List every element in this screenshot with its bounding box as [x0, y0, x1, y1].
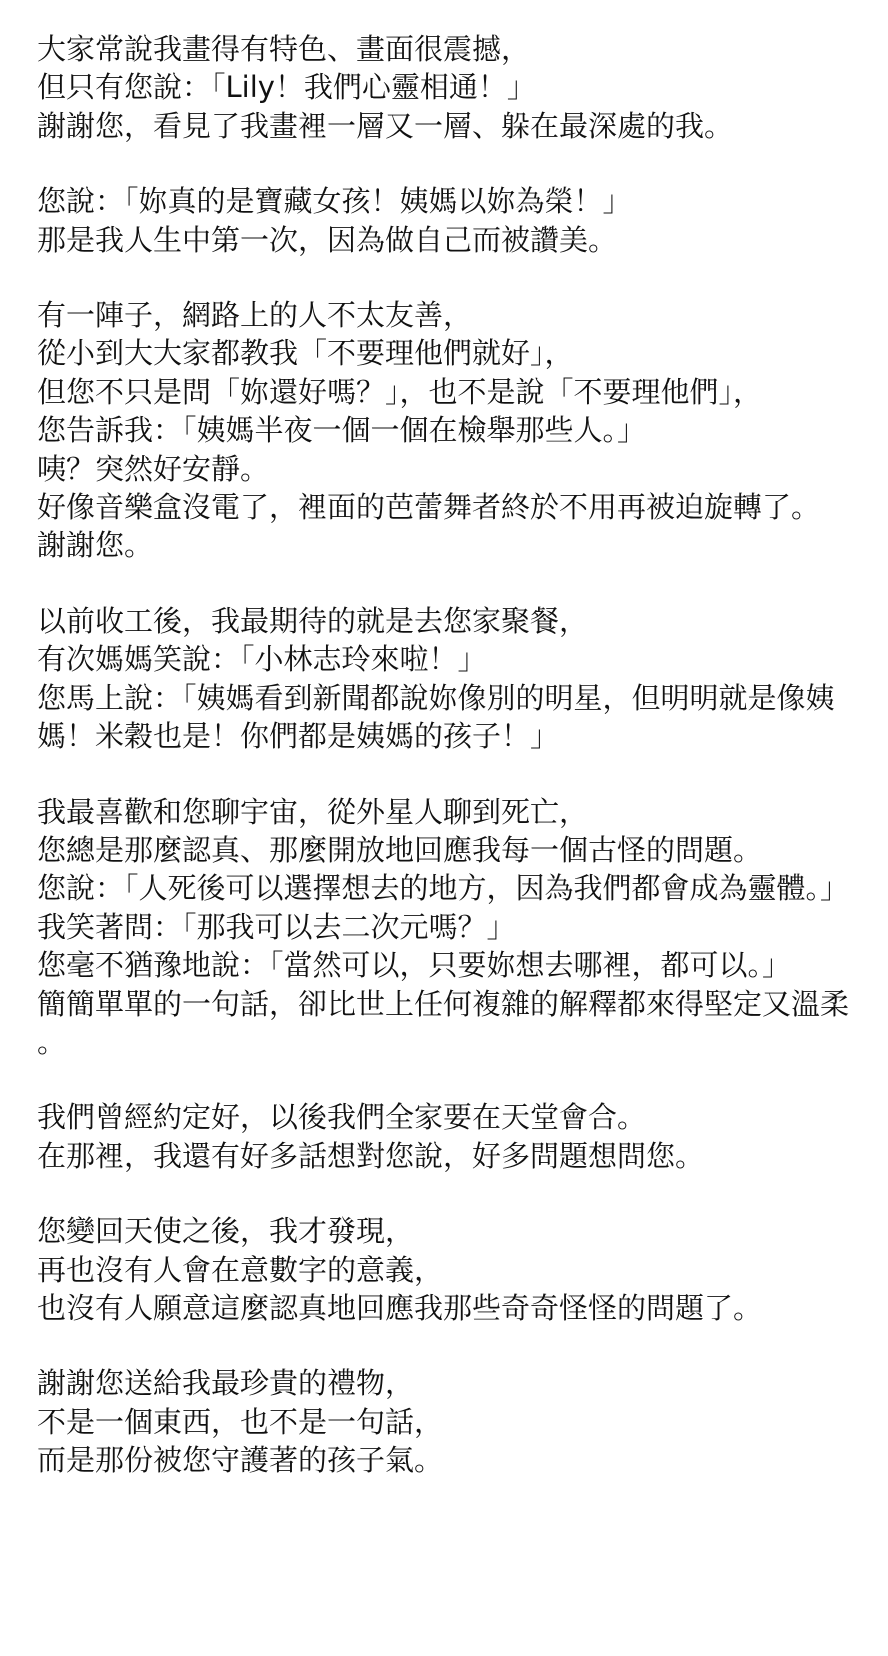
paragraph — [37, 602, 857, 756]
paragraph — [37, 296, 857, 565]
text-line: 以前收工後，我最期待的就是去您家聚餐， — [37, 603, 589, 638]
text-line: 有一陣子，網路上的人不太友善， — [37, 298, 473, 333]
text-line: 您說：「妳真的是寶藏女孩！姨媽以妳為榮！」 — [37, 184, 632, 219]
text-line: 您告訴我：「姨媽半夜一個一個在檢舉那些人。」 — [37, 413, 647, 448]
text-line: 而是那份被您守護著的孩子氣。 — [37, 1443, 444, 1478]
text-line: 您說：「人死後可以選擇想去的地方，因為我們都會成為靈體。」 — [37, 871, 850, 906]
paragraph — [37, 1212, 857, 1327]
text-line: 我笑著問：「那我可以去二次元嗎？」 — [37, 909, 516, 944]
paragraph — [37, 1098, 857, 1175]
text-line: 但您不只是問「妳還好嗎？」，也不是說「不要理他們」， — [37, 374, 763, 409]
text-line: 那是我人生中第一次，因為做自己而被讚美。 — [37, 222, 618, 257]
text-line: 我們曾經約定好，以後我們全家要在天堂會合。 — [37, 1100, 647, 1135]
text-line: 但只有您說：「Lily！我們心靈相通！」 — [37, 70, 536, 105]
text-line: 在那裡，我還有好多話想對您說，好多問題想問您。 — [37, 1138, 705, 1173]
text-line: 謝謝您，看見了我畫裡一層又一層、躲在最深處的我。 — [37, 108, 734, 143]
text-line: 大家常說我畫得有特色、畫面很震撼， — [37, 32, 531, 66]
paragraph — [37, 793, 857, 1062]
text-line: 再也沒有人會在意數字的意義， — [37, 1252, 444, 1287]
text-line: 好像音樂盒沒電了，裡面的芭蕾舞者終於不用再被迫旋轉了。 — [37, 490, 821, 525]
text-line: 有次媽媽笑說：「小林志玲來啦！」 — [37, 642, 487, 677]
paragraph — [37, 1364, 857, 1479]
text-line: 簡簡單單的一句話，卻比世上任何複雜的解釋都來得堅定又溫柔。 — [37, 986, 850, 1059]
text-line: 也沒有人願意這麼認真地回應我那些奇奇怪怪的問題了。 — [37, 1290, 763, 1325]
text-line: 您變回天使之後，我才發現， — [37, 1214, 415, 1249]
text-line: 咦？突然好安靜。 — [37, 451, 270, 486]
text-line: 謝謝您。 — [37, 528, 154, 563]
text-line: 您毫不猶豫地說：「當然可以，只要妳想去哪裡，都可以。」 — [37, 948, 792, 983]
text-line: 您馬上說：「姨媽看到新聞都說妳像別的明星，但明明就是像姨媽！米穀也是！你們都是姨媽的孩子！」 — [37, 680, 835, 754]
text-line: 我最喜歡和您聊宇宙，從外星人聊到死亡， — [37, 794, 589, 829]
text-line: 謝謝您送給我最珍貴的禮物， — [37, 1366, 415, 1401]
paragraph — [37, 182, 857, 259]
text-line: 不是一個東西，也不是一句話， — [37, 1404, 444, 1439]
paragraph — [37, 30, 857, 145]
text-line: 您總是那麼認真、那麼開放地回應我每一個古怪的問題。 — [37, 832, 763, 867]
letter-text — [37, 30, 857, 1480]
text-line: 從小到大大家都教我「不要理他們就好」， — [37, 336, 574, 371]
